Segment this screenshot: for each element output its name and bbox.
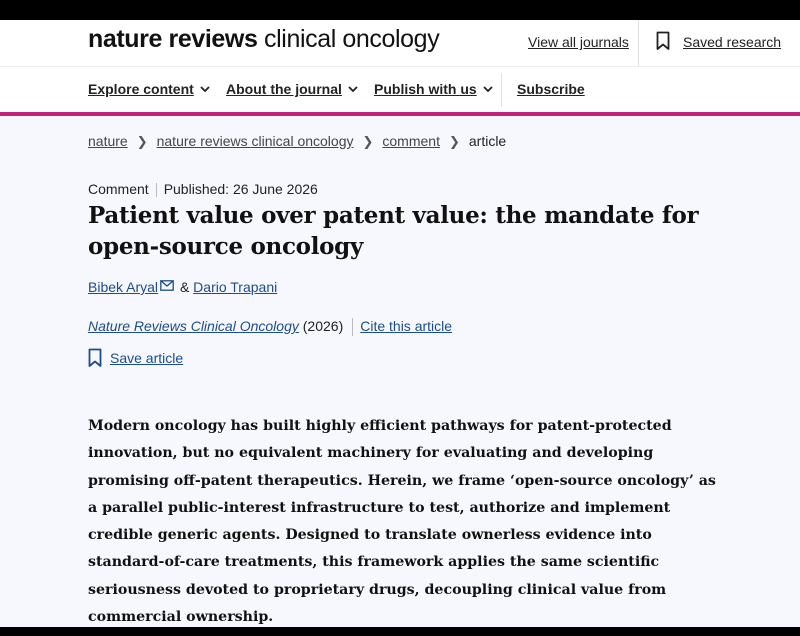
article-title: Patient value over patent value: the mandate for open-source oncology (88, 202, 699, 260)
journal-logo[interactable] (88, 25, 439, 54)
breadcrumb-current: article (468, 133, 507, 149)
author-link[interactable]: Dario Trapani (193, 279, 278, 295)
citation-line (88, 318, 452, 336)
article-type: Comment (88, 181, 149, 197)
save-article-label: Save article (110, 350, 184, 366)
published-date: Published: 26 June 2026 (163, 181, 318, 197)
mail-icon[interactable] (160, 278, 174, 294)
chevron-down-icon (483, 80, 493, 96)
breadcrumb (88, 133, 506, 150)
article-abstract: Modern oncology has built highly efficient pathways for patent-protected innovation, but no equivalent machinery for evaluating and developing promising off-patent therapeutics. Herein, we frame ‘open-source oncology’ as a parallel public-interest infrastructure to test, authorize and implement credible generic agents. Designed to translate ownerless evidence into standard-of-care treatments, this framework applies the same scientific seriousness devoted to proprietary drugs, decoupling clinical value from commercial ownership. (88, 418, 716, 626)
article-year: (2026) (302, 318, 344, 334)
nav-publish-with-us[interactable] (374, 81, 493, 98)
author-link[interactable]: Bibek Aryal (88, 279, 159, 295)
nav-about-journal-label: About the journal (226, 81, 342, 97)
chevron-right-icon: ❯ (136, 134, 148, 149)
breadcrumb-nature[interactable]: nature (88, 133, 128, 149)
nav-explore-content-label: Explore content (88, 81, 194, 97)
chevron-down-icon (348, 80, 358, 96)
article-page (0, 20, 800, 627)
citation-divider (352, 318, 353, 336)
nav-about-journal[interactable] (226, 81, 358, 98)
nav-explore-content[interactable] (88, 81, 210, 98)
save-article-button[interactable] (88, 348, 183, 368)
accent-bar (0, 112, 800, 116)
nav-divider (501, 73, 502, 107)
top-header (0, 20, 800, 66)
article-meta (88, 181, 318, 197)
header-divider (638, 20, 639, 66)
main-nav (0, 66, 800, 113)
breadcrumb-comment[interactable]: comment (382, 133, 440, 149)
saved-research-link[interactable]: Saved research (683, 34, 782, 50)
author-joiner: & (179, 279, 190, 295)
view-all-journals-link[interactable]: View all journals (528, 34, 629, 50)
author-list (88, 279, 277, 296)
chevron-down-icon (200, 80, 210, 96)
chevron-right-icon: ❯ (448, 134, 460, 149)
nav-publish-with-us-label: Publish with us (374, 81, 477, 97)
journal-name-link[interactable]: Nature Reviews Clinical Oncology (88, 318, 299, 334)
cite-article-link[interactable]: Cite this article (360, 318, 453, 334)
nav-subscribe[interactable]: Subscribe (517, 81, 585, 97)
chevron-right-icon: ❯ (362, 134, 374, 149)
bookmark-icon (88, 348, 102, 368)
logo-light-text: clinical oncology (264, 25, 440, 53)
breadcrumb-journal[interactable]: nature reviews clinical oncology (156, 133, 354, 149)
meta-divider (156, 183, 157, 197)
bookmark-icon[interactable] (656, 31, 670, 56)
logo-bold-text: nature reviews (88, 25, 258, 53)
